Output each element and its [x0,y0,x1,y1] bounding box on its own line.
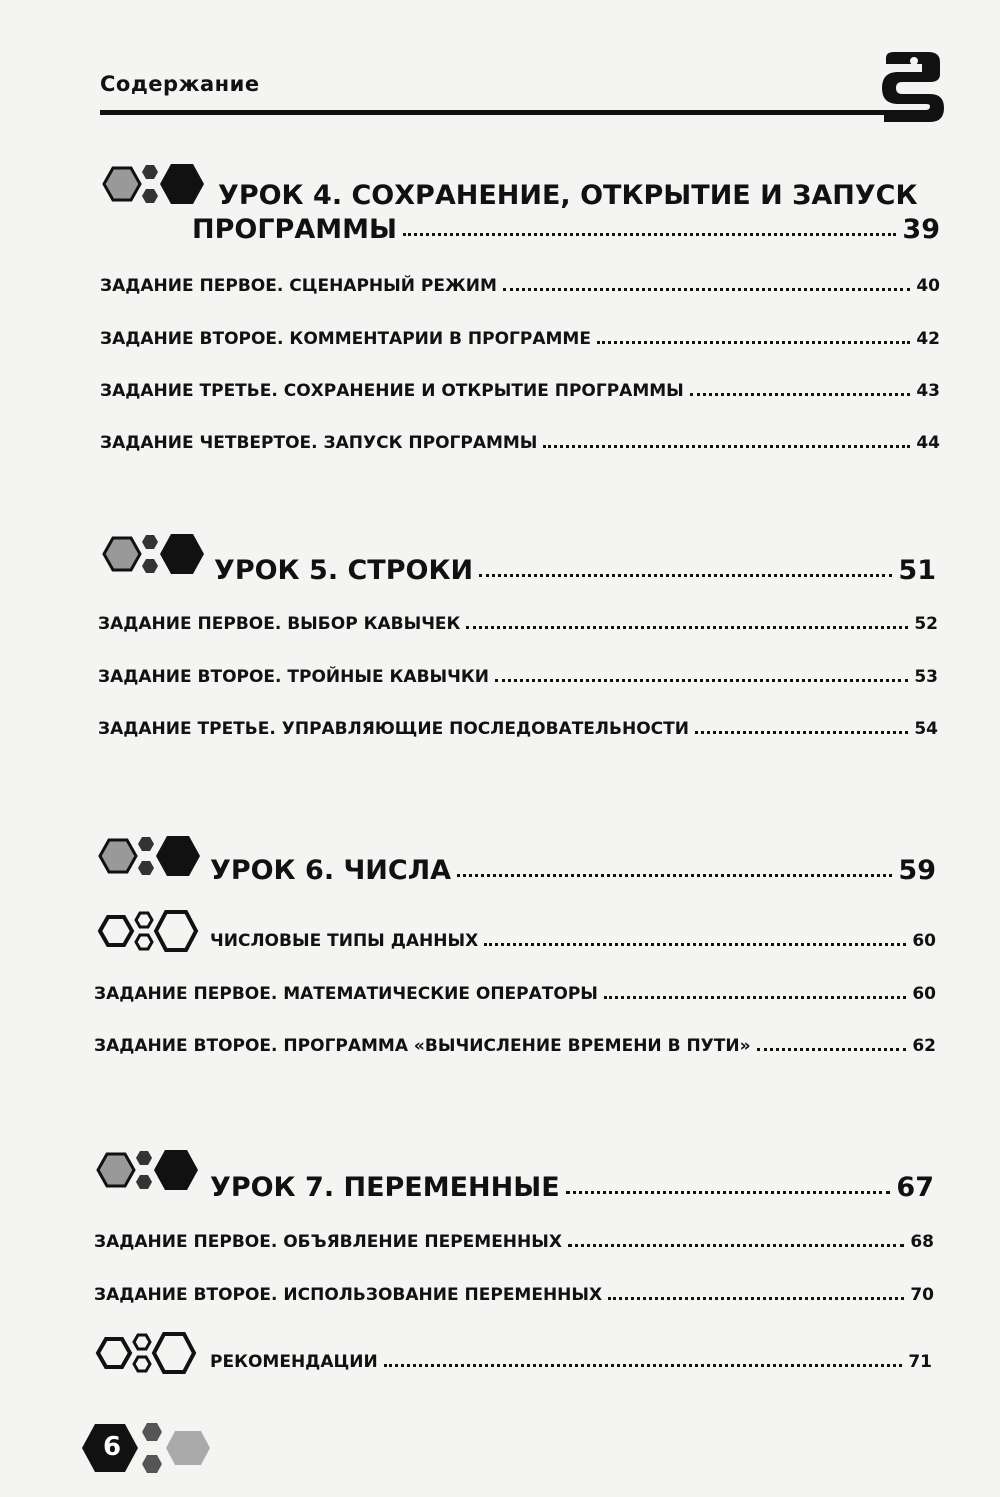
leader-dots [566,1177,891,1195]
page-number: 62 [912,1036,936,1056]
leader-dots [597,331,910,343]
task-label: ЗАДАНИЕ ТРЕТЬЕ. СОХРАНЕНИЕ И ОТКРЫТИЕ ПРОГРАММЫ [100,381,684,401]
toc-entry-recommendations[interactable] [210,1352,932,1372]
toc-entry-task[interactable] [98,667,938,687]
hexagon-cluster-icon [96,832,208,880]
toc-entry-task[interactable] [94,1285,934,1305]
task-label: ЗАДАНИЕ ВТОРОЕ. ТРОЙНЫЕ КАВЫЧКИ [98,667,490,687]
header-rule [100,110,900,115]
page-number: 68 [910,1232,934,1252]
hexagon-cluster-icon [94,1146,206,1194]
leader-dots [690,383,911,395]
leader-dots [384,1354,903,1366]
lesson-5-title: УРОК 5. СТРОКИ [214,555,474,586]
toc-entry-task[interactable] [98,614,938,634]
lesson-4-title-line1[interactable] [218,180,918,211]
toc-entry-task[interactable] [98,719,938,739]
task-label: ЗАДАНИЕ ПЕРВОЕ. СЦЕНАРНЫЙ РЕЖИМ [100,276,497,296]
page-number: 51 [898,555,936,586]
task-label: ЗАДАНИЕ ПЕРВОЕ. ОБЪЯВЛЕНИЕ ПЕРЕМЕННЫХ [94,1232,562,1252]
toc-entry-lesson-4[interactable] [192,214,940,245]
page-number: 54 [914,719,938,739]
hexagon-outline-cluster-icon [96,908,208,954]
page-number-text: 6 [102,1432,122,1462]
toc-entry-task[interactable] [100,329,940,349]
toc-entry-task[interactable] [100,276,940,296]
lesson-7-title: УРОК 7. ПЕРЕМЕННЫЕ [210,1172,560,1203]
task-label: ЗАДАНИЕ ЧЕТВЕРТОЕ. ЗАПУСК ПРОГРАММЫ [100,433,538,453]
task-label: ЗАДАНИЕ ВТОРОЕ. КОММЕНТАРИИ В ПРОГРАММЕ [100,329,591,349]
leader-dots [695,721,908,733]
leader-dots [466,616,908,628]
leader-dots [757,1038,907,1050]
page-number: 52 [914,614,938,634]
toc-entry-lesson-5[interactable] [214,555,936,586]
toc-entry-task[interactable] [94,1036,936,1056]
page-header-title: Содержание [100,72,260,96]
page-number: 43 [916,381,940,401]
task-label: ЗАДАНИЕ ПЕРВОЕ. МАТЕМАТИЧЕСКИЕ ОПЕРАТОРЫ [94,984,598,1004]
page-number: 40 [916,276,940,296]
leader-dots [604,986,906,998]
python-logo-icon [876,48,948,124]
hexagon-outline-cluster-icon [94,1330,206,1376]
page-number: 39 [902,214,940,245]
leader-dots [495,669,908,681]
recommendations-label: РЕКОМЕНДАЦИИ [210,1352,378,1372]
section-label: ЧИСЛОВЫЕ ТИПЫ ДАННЫХ [210,931,479,951]
page-badge-hexagons-icon [80,1418,220,1478]
leader-dots [543,435,910,447]
leader-dots [608,1287,904,1299]
lesson-4-title-cont: ПРОГРАММЫ [192,214,397,245]
lesson-6-title: УРОК 6. ЧИСЛА [210,855,452,886]
page-number: 60 [912,931,936,951]
leader-dots [457,860,892,878]
leader-dots [479,560,892,578]
toc-entry-task[interactable] [100,381,940,401]
leader-dots [403,219,896,237]
task-label: ЗАДАНИЕ ПЕРВОЕ. ВЫБОР КАВЫЧЕК [98,614,461,634]
page-number: 53 [914,667,938,687]
leader-dots [484,933,906,945]
page-number-badge [80,1418,220,1482]
toc-entry-lesson-6[interactable] [210,855,936,886]
hexagon-cluster-icon [100,530,212,578]
leader-dots [503,278,910,290]
page-number: 71 [908,1352,932,1372]
page-number: 42 [916,329,940,349]
toc-entry-task[interactable] [100,433,940,453]
toc-entry-task[interactable] [94,1232,934,1252]
page-number: 67 [896,1172,934,1203]
toc-entry-lesson-7[interactable] [210,1172,934,1203]
task-label: ЗАДАНИЕ ВТОРОЕ. ПРОГРАММА «ВЫЧИСЛЕНИЕ ВРЕМЕНИ В ПУТИ» [94,1036,751,1056]
page-number: 59 [898,855,936,886]
task-label: ЗАДАНИЕ ТРЕТЬЕ. УПРАВЛЯЮЩИЕ ПОСЛЕДОВАТЕЛЬНОСТИ [98,719,689,739]
lesson-4-title: УРОК 4. СОХРАНЕНИЕ, ОТКРЫТИЕ И ЗАПУСК [218,180,918,211]
leader-dots [568,1234,904,1246]
page-number: 70 [910,1285,934,1305]
toc-entry-section[interactable] [210,931,936,951]
task-label: ЗАДАНИЕ ВТОРОЕ. ИСПОЛЬЗОВАНИЕ ПЕРЕМЕННЫХ [94,1285,603,1305]
page-number: 44 [916,433,940,453]
page-number: 60 [912,984,936,1004]
toc-entry-task[interactable] [94,984,936,1004]
hexagon-cluster-icon [100,160,212,208]
